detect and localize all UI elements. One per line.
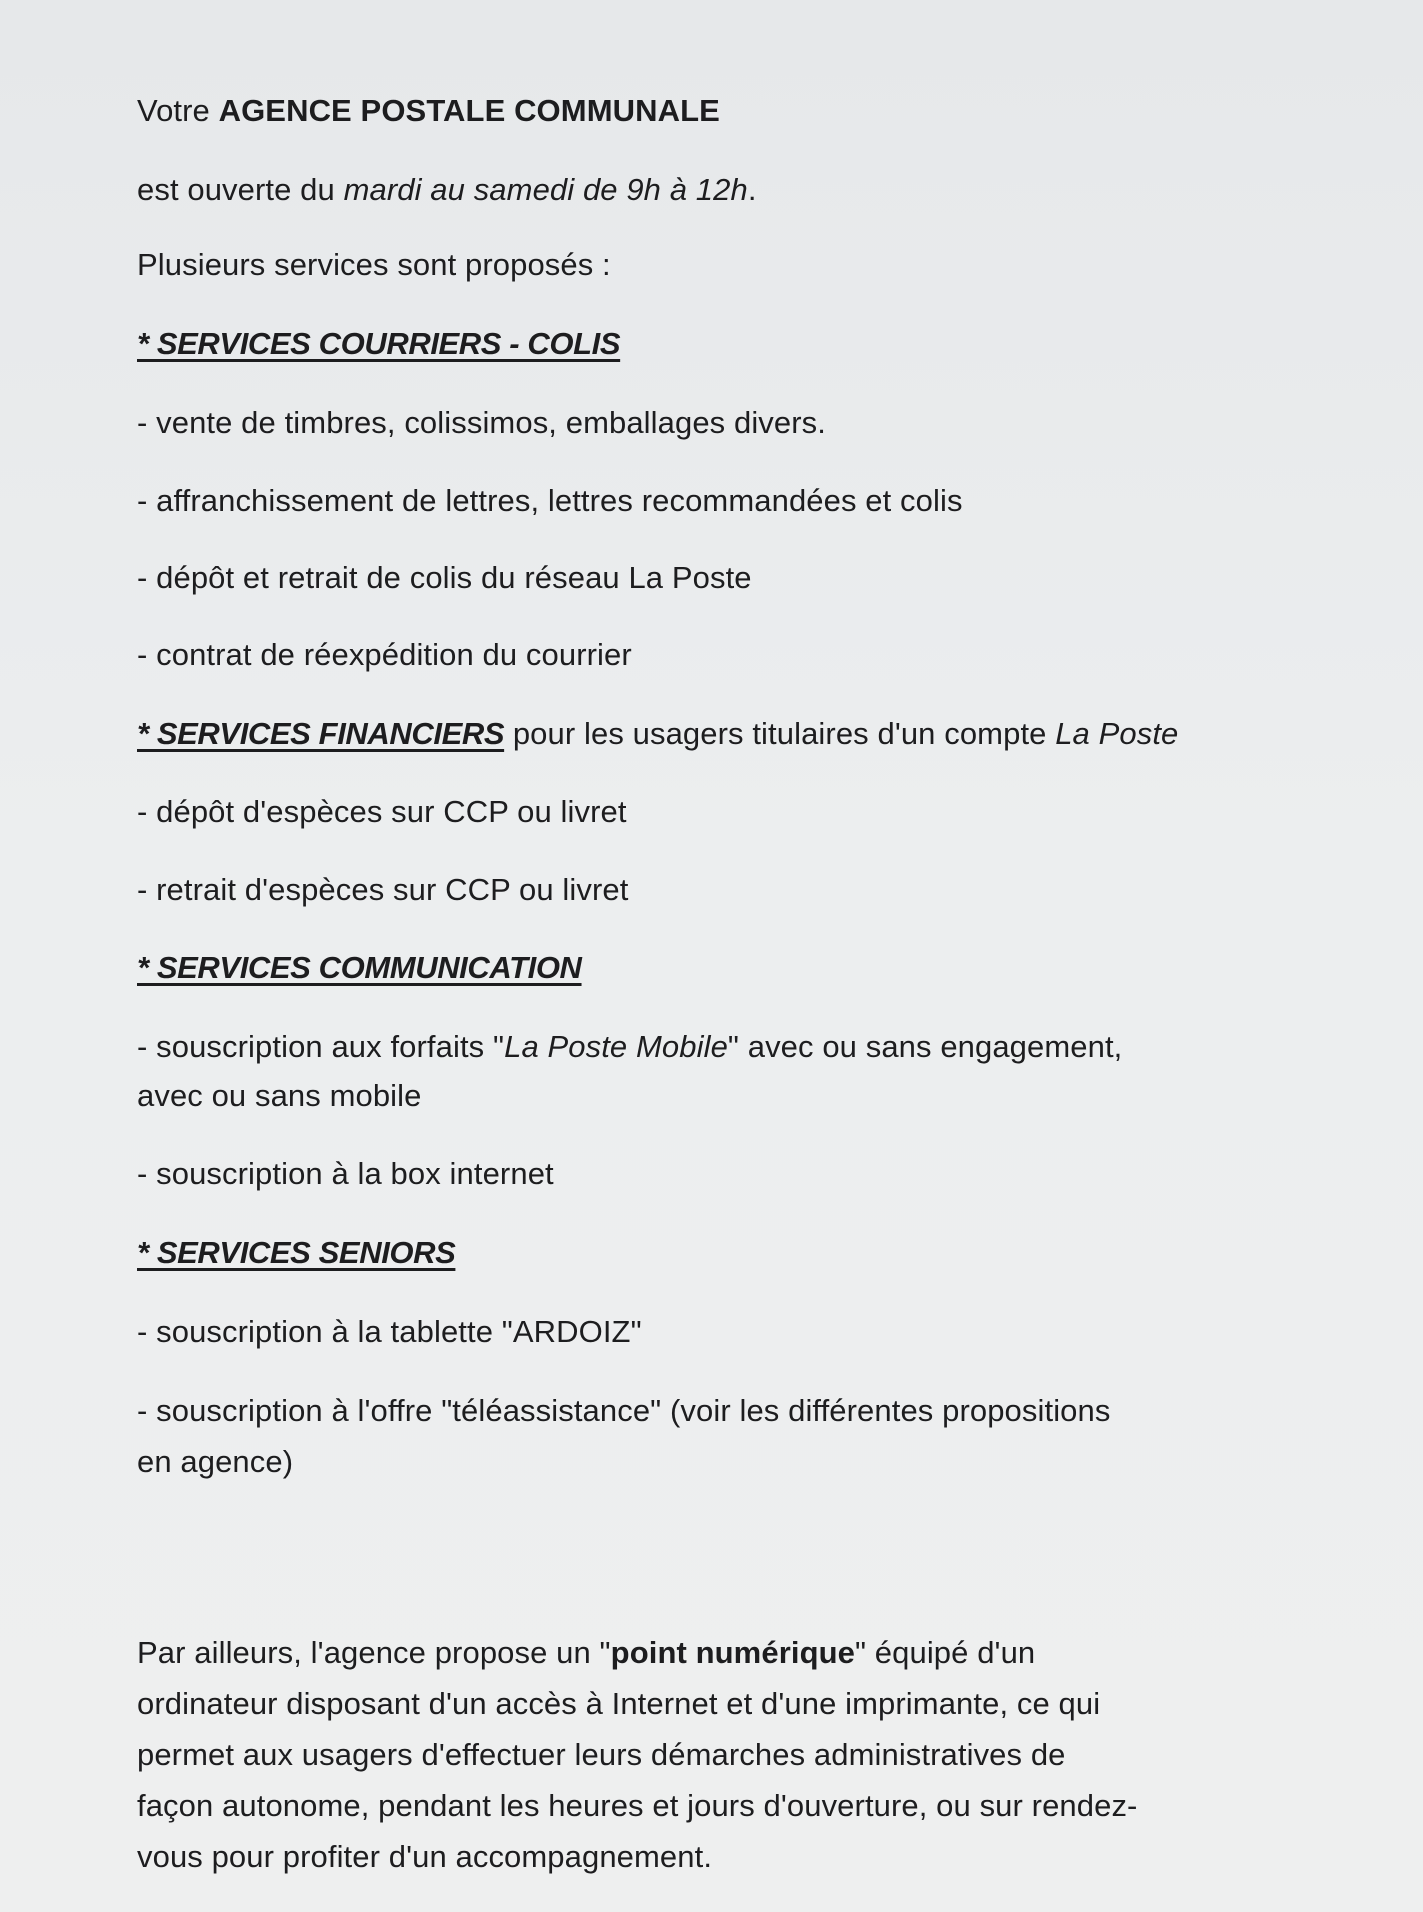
closing-bold: point numérique bbox=[610, 1635, 855, 1670]
heading-courriers: * SERVICES COURRIERS - COLIS bbox=[137, 326, 621, 361]
list-item: - souscription à la box internet bbox=[137, 1156, 554, 1191]
comm-item-prefix: - souscription aux forfaits " bbox=[137, 1029, 505, 1064]
opening-hours: mardi au samedi de 9h à 12h bbox=[343, 172, 748, 207]
list-item bbox=[137, 1027, 1122, 1067]
list-item: - contrat de réexpédition du courrier bbox=[137, 637, 632, 672]
comm-item-italic: La Poste Mobile bbox=[504, 1029, 728, 1064]
list-item: - souscription à l'offre "téléassistance" (voir les différentes propositions bbox=[137, 1393, 1111, 1428]
list-item: - dépôt et retrait de colis du réseau La Poste bbox=[137, 560, 752, 595]
heading-seniors: * SERVICES SENIORS bbox=[137, 1235, 456, 1270]
closing-line-2: ordinateur disposant d'un accès à Internet et d'une imprimante, ce qui bbox=[137, 1686, 1101, 1721]
opening-prefix: est ouverte du bbox=[137, 172, 344, 207]
financiers-note: pour les usagers titulaires d'un compte bbox=[504, 716, 1056, 751]
intro-prefix: Votre bbox=[137, 93, 219, 128]
list-item: - souscription à la tablette "ARDOIZ" bbox=[137, 1314, 642, 1349]
closing-suffix: " équipé d'un bbox=[854, 1635, 1036, 1670]
list-item: - vente de timbres, colissimos, emballages divers. bbox=[137, 405, 826, 440]
list-item: - retrait d'espèces sur CCP ou livret bbox=[137, 872, 629, 907]
financiers-note-italic: La Poste bbox=[1055, 716, 1179, 751]
list-item-continuation: en agence) bbox=[137, 1444, 294, 1479]
list-item: - affranchissement de lettres, lettres recommandées et colis bbox=[137, 483, 963, 518]
comm-item-suffix: " avec ou sans engagement, bbox=[727, 1029, 1123, 1064]
opening-hours-line bbox=[137, 170, 757, 210]
list-item: - dépôt d'espèces sur CCP ou livret bbox=[137, 794, 627, 829]
closing-line-3: permet aux usagers d'effectuer leurs démarches administratives de bbox=[137, 1737, 1066, 1772]
intro-line-1 bbox=[137, 91, 720, 131]
closing-line-1 bbox=[137, 1633, 1035, 1673]
closing-line-5: vous pour profiter d'un accompagnement. bbox=[137, 1839, 713, 1874]
agency-name: AGENCE POSTALE COMMUNALE bbox=[218, 93, 720, 128]
financiers-heading-line bbox=[137, 714, 1178, 754]
services-intro: Plusieurs services sont proposés : bbox=[137, 247, 611, 282]
opening-suffix: . bbox=[747, 172, 757, 207]
heading-communication: * SERVICES COMMUNICATION bbox=[137, 950, 582, 985]
closing-prefix: Par ailleurs, l'agence propose un " bbox=[137, 1635, 611, 1670]
list-item-continuation: avec ou sans mobile bbox=[137, 1078, 422, 1113]
heading-financiers: * SERVICES FINANCIERS bbox=[137, 716, 505, 751]
closing-line-4: façon autonome, pendant les heures et jours d'ouverture, ou sur rendez- bbox=[137, 1788, 1138, 1823]
